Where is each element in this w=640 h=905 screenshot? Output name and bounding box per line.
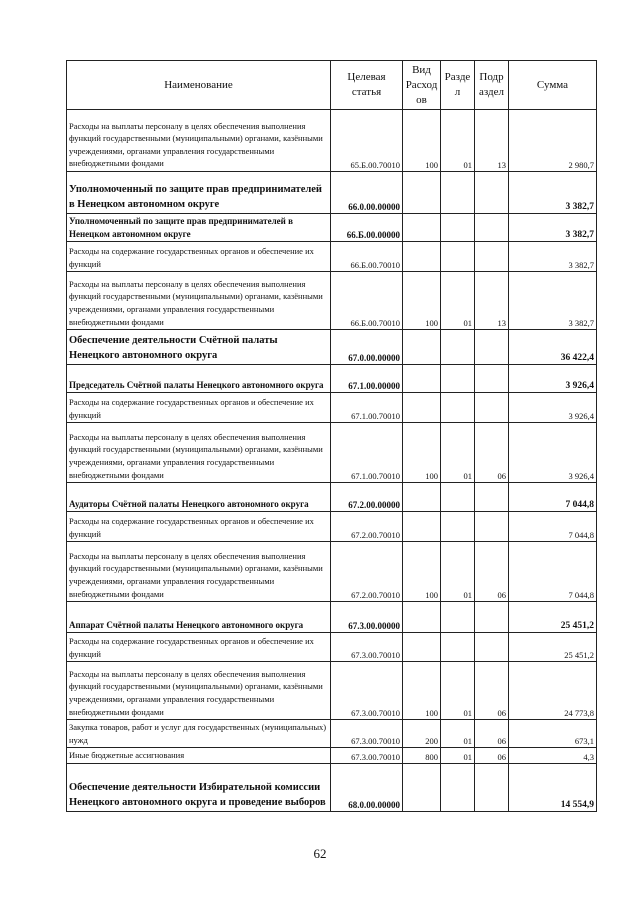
- header-podrazdel: Подр аздел: [475, 61, 509, 110]
- header-razdel: Разде л: [441, 61, 475, 110]
- row-vid: [403, 214, 441, 242]
- row-razdel: 01: [441, 748, 475, 764]
- row-podrazdel: [475, 242, 509, 272]
- row-summa: 25 451,2: [509, 602, 597, 633]
- row-name: Расходы на содержание государственных органов и обеспечение их функций: [67, 633, 331, 662]
- row-vid: 100: [403, 272, 441, 330]
- row-podrazdel: 06: [475, 423, 509, 483]
- row-name: Аппарат Счётной палаты Ненецкого автономного округа: [67, 602, 331, 633]
- row-podrazdel: 06: [475, 720, 509, 748]
- row-summa: 3 382,7: [509, 242, 597, 272]
- table-row: [67, 512, 597, 542]
- row-podrazdel: [475, 633, 509, 662]
- page-number: 62: [313, 846, 327, 861]
- row-summa: 14 554,9: [509, 763, 597, 811]
- row-code: 66.Б.00.70010: [331, 242, 403, 272]
- row-podrazdel: [475, 763, 509, 811]
- row-razdel: 01: [441, 423, 475, 483]
- row-podrazdel: [475, 365, 509, 393]
- row-razdel: 01: [441, 662, 475, 720]
- row-razdel: 01: [441, 272, 475, 330]
- row-podrazdel: 06: [475, 662, 509, 720]
- row-razdel: [441, 512, 475, 542]
- row-summa: 7 044,8: [509, 542, 597, 602]
- row-vid: [403, 633, 441, 662]
- row-razdel: 01: [441, 720, 475, 748]
- row-vid: [403, 172, 441, 214]
- row-name: Расходы на выплаты персоналу в целях обеспечения выполнения функций государственными (муниципальными) органами, казёнными учреждениями, органами управления государственными внебюджетными фондами: [67, 662, 331, 720]
- row-summa: 3 382,7: [509, 214, 597, 242]
- row-code: 67.1.00.00000: [331, 365, 403, 393]
- table-row: [67, 330, 597, 365]
- row-code: 65.Б.00.70010: [331, 110, 403, 172]
- row-vid: 800: [403, 748, 441, 764]
- row-name: Расходы на выплаты персоналу в целях обеспечения выполнения функций государственными (муниципальными) органами, казёнными учреждениями, органами управления государственными внебюджетными фондами: [67, 272, 331, 330]
- row-razdel: [441, 172, 475, 214]
- table-row: [67, 214, 597, 242]
- row-razdel: [441, 393, 475, 423]
- row-podrazdel: [475, 214, 509, 242]
- row-code: 67.0.00.00000: [331, 330, 403, 365]
- table-row: [67, 393, 597, 423]
- row-code: 67.3.00.70010: [331, 662, 403, 720]
- row-summa: 3 926,4: [509, 365, 597, 393]
- row-summa: 7 044,8: [509, 483, 597, 512]
- table-row: [67, 763, 597, 811]
- row-vid: 100: [403, 110, 441, 172]
- row-name: Председатель Счётной палаты Ненецкого автономного округа: [67, 365, 331, 393]
- row-razdel: [441, 633, 475, 662]
- row-code: 67.3.00.70010: [331, 633, 403, 662]
- row-code: 66.Б.00.00000: [331, 214, 403, 242]
- row-code: 67.2.00.00000: [331, 483, 403, 512]
- header-name: Наименование: [67, 61, 331, 110]
- row-vid: [403, 483, 441, 512]
- row-podrazdel: 06: [475, 748, 509, 764]
- table-row: [67, 602, 597, 633]
- row-razdel: 01: [441, 110, 475, 172]
- table-row: [67, 542, 597, 602]
- row-name: Уполномоченный по защите прав предпринимателей в Ненецком автономном округе: [67, 172, 331, 214]
- row-vid: 100: [403, 423, 441, 483]
- table-row: [67, 272, 597, 330]
- budget-table: [66, 60, 597, 812]
- row-summa: 3 382,7: [509, 172, 597, 214]
- row-summa: 673,1: [509, 720, 597, 748]
- row-name: Расходы на содержание государственных органов и обеспечение их функций: [67, 393, 331, 423]
- table-row: [67, 483, 597, 512]
- row-code: 67.1.00.70010: [331, 393, 403, 423]
- row-name: Аудиторы Счётной палаты Ненецкого автономного округа: [67, 483, 331, 512]
- row-name: Расходы на выплаты персоналу в целях обеспечения выполнения функций государственными (муниципальными) органами, казёнными учреждениями, органами управления государственными внебюджетными фондами: [67, 110, 331, 172]
- row-code: 67.3.00.70010: [331, 720, 403, 748]
- row-code: 67.3.00.00000: [331, 602, 403, 633]
- row-summa: 4,3: [509, 748, 597, 764]
- row-razdel: 01: [441, 542, 475, 602]
- row-vid: [403, 602, 441, 633]
- row-razdel: [441, 602, 475, 633]
- row-code: 67.3.00.70010: [331, 748, 403, 764]
- row-name: Расходы на выплаты персоналу в целях обеспечения выполнения функций государственными (муниципальными) органами, казёнными учреждениями, органами управления государственными внебюджетными фондами: [67, 423, 331, 483]
- row-name: Закупка товаров, работ и услуг для государственных (муниципальных) нужд: [67, 720, 331, 748]
- row-name: Иные бюджетные ассигнования: [67, 748, 331, 764]
- row-vid: [403, 393, 441, 423]
- row-podrazdel: [475, 512, 509, 542]
- table-row: [67, 720, 597, 748]
- row-podrazdel: 13: [475, 110, 509, 172]
- row-podrazdel: 06: [475, 542, 509, 602]
- row-name: Расходы на содержание государственных органов и обеспечение их функций: [67, 242, 331, 272]
- row-razdel: [441, 214, 475, 242]
- table-row: [67, 423, 597, 483]
- row-podrazdel: [475, 602, 509, 633]
- row-vid: 100: [403, 542, 441, 602]
- table-row: [67, 172, 597, 214]
- row-name: Расходы на содержание государственных органов и обеспечение их функций: [67, 512, 331, 542]
- row-code: 67.2.00.70010: [331, 512, 403, 542]
- row-vid: [403, 365, 441, 393]
- row-summa: 7 044,8: [509, 512, 597, 542]
- row-code: 68.0.00.00000: [331, 763, 403, 811]
- row-podrazdel: [475, 330, 509, 365]
- header-code: Целевая статья: [331, 61, 403, 110]
- table-row: [67, 748, 597, 764]
- row-summa: 3 382,7: [509, 272, 597, 330]
- header-summa: Сумма: [509, 61, 597, 110]
- row-name: Уполномоченный по защите прав предпринимателей в Ненецком автономном округе: [67, 214, 331, 242]
- row-vid: [403, 330, 441, 365]
- header-vid: Вид Расход ов: [403, 61, 441, 110]
- row-vid: [403, 242, 441, 272]
- row-summa: 3 926,4: [509, 423, 597, 483]
- table-row: [67, 242, 597, 272]
- table-row: [67, 633, 597, 662]
- row-podrazdel: [475, 483, 509, 512]
- row-code: 67.2.00.70010: [331, 542, 403, 602]
- row-summa: 36 422,4: [509, 330, 597, 365]
- row-razdel: [441, 330, 475, 365]
- row-vid: 100: [403, 662, 441, 720]
- table-row: [67, 662, 597, 720]
- row-vid: [403, 763, 441, 811]
- row-code: 67.1.00.70010: [331, 423, 403, 483]
- row-code: 66.Б.00.70010: [331, 272, 403, 330]
- table-row: [67, 110, 597, 172]
- row-podrazdel: [475, 172, 509, 214]
- row-name: Обеспечение деятельности Счётной палаты Ненецкого автономного округа: [67, 330, 331, 365]
- row-summa: 24 773,8: [509, 662, 597, 720]
- row-name: Расходы на выплаты персоналу в целях обеспечения выполнения функций государственными (муниципальными) органами, казёнными учреждениями, органами управления государственными внебюджетными фондами: [67, 542, 331, 602]
- row-vid: [403, 512, 441, 542]
- row-podrazdel: [475, 393, 509, 423]
- row-razdel: [441, 483, 475, 512]
- row-name: Обеспечение деятельности Избирательной комиссии Ненецкого автономного округа и проведение выборов: [67, 763, 331, 811]
- row-summa: 3 926,4: [509, 393, 597, 423]
- table-header-row: [67, 61, 597, 110]
- row-razdel: [441, 763, 475, 811]
- table-row: [67, 365, 597, 393]
- row-razdel: [441, 365, 475, 393]
- row-razdel: [441, 242, 475, 272]
- row-summa: 2 980,7: [509, 110, 597, 172]
- row-vid: 200: [403, 720, 441, 748]
- row-summa: 25 451,2: [509, 633, 597, 662]
- row-podrazdel: 13: [475, 272, 509, 330]
- row-code: 66.0.00.00000: [331, 172, 403, 214]
